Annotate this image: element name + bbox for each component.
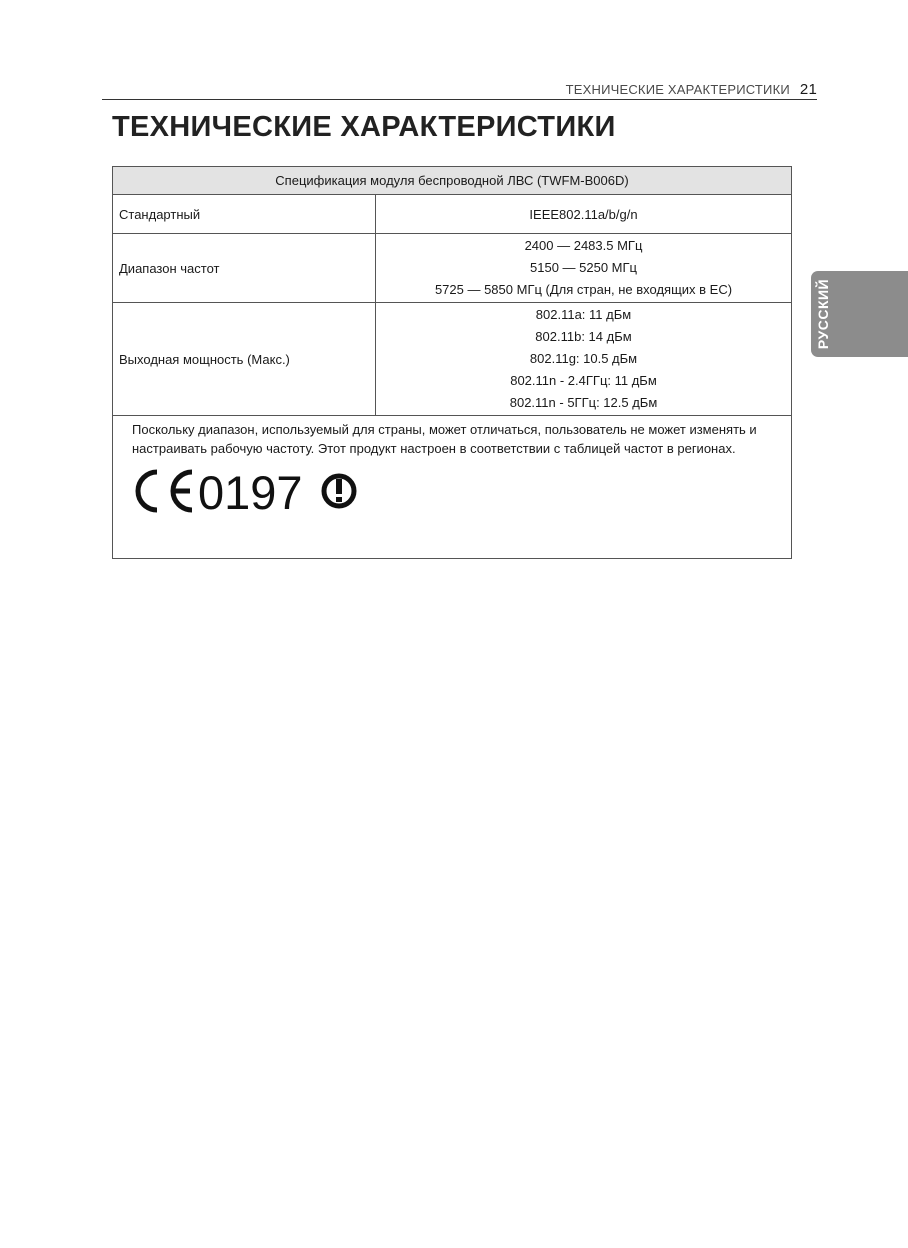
running-header-title: ТЕХНИЧЕСКИЕ ХАРАКТЕРИСТИКИ (565, 82, 790, 97)
page-number: 21 (799, 81, 817, 98)
param-value: 5725 — 5850 МГц (Для стран, не входящих в ЕС) (434, 282, 733, 297)
table-row (113, 416, 792, 559)
ce-mark-icon (132, 466, 364, 516)
regulatory-note: Поскольку диапазон, используемый для страны, может отличаться, пользователь не может изменять и настраивать рабочую частоту. Этот продукт настроен в соответствии с таблицей частот в регионах. (132, 422, 757, 456)
notified-body-number: 0197 (198, 466, 303, 516)
param-value: 5150 — 5250 МГц (530, 260, 637, 275)
alert-circle-icon (324, 476, 354, 506)
page-title: ТЕХНИЧЕСКИЕ ХАРАКТЕРИСТИКИ (112, 111, 616, 143)
param-value: 802.11n - 5ГГц: 12.5 дБм (509, 395, 658, 410)
note-cell (113, 416, 792, 559)
language-tab (811, 271, 908, 357)
language-tab-label: РУССКИЙ (815, 278, 831, 350)
spec-table (112, 166, 792, 559)
param-value: 802.11n - 2.4ГГц: 11 дБм (510, 373, 657, 388)
param-value: 802.11g: 10.5 дБм (529, 351, 638, 366)
param-value: 802.11a: 11 дБм (535, 307, 632, 322)
table-row (113, 303, 792, 416)
param-value-list (376, 303, 792, 416)
param-label: Стандартный (113, 195, 376, 234)
param-value: IEEE802.11a/b/g/n (376, 195, 792, 234)
ce-marking (132, 466, 779, 516)
param-value-list (376, 234, 792, 303)
param-value: 802.11b: 14 дБм (535, 329, 632, 344)
param-value: 2400 — 2483.5 МГц (524, 238, 643, 253)
table-row (113, 195, 792, 234)
param-label: Выходная мощность (Макс.) (113, 303, 376, 416)
param-label: Диапазон частот (113, 234, 376, 303)
table-row (113, 234, 792, 303)
running-header (102, 81, 817, 100)
spec-table-caption: Спецификация модуля беспроводной ЛВС (TWFM-B006D) (113, 167, 792, 195)
